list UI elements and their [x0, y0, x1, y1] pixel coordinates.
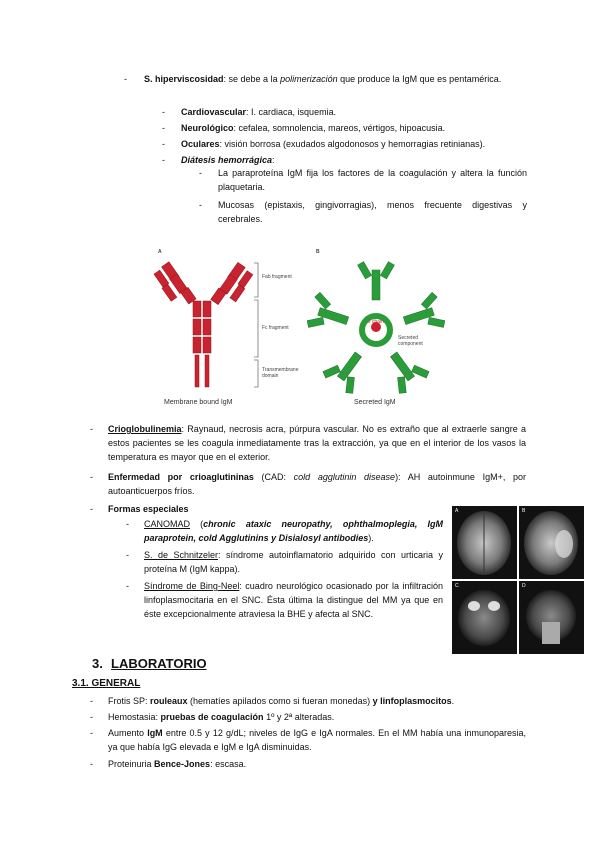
- fab-fragment-label: Fab fragment: [262, 274, 292, 280]
- figure-label-b: B: [316, 249, 320, 255]
- lab-item-igm: Aumento IgM entre 0.5 y 12 g/dL; niveles de IgG e IgA normales. En el MM había una inmunoparesia, ya que había IgG elevada e IgM e IgA disminuidas.: [108, 728, 526, 752]
- bullet-dash: -: [90, 712, 93, 722]
- caption-secreted-igm: Secreted IgM: [354, 399, 396, 406]
- mri-panels: [452, 506, 584, 654]
- j-chain-label: J chain: [368, 319, 384, 325]
- bullet-dash: -: [199, 168, 202, 178]
- bing-neel-paragraph: Síndrome de Bing-Neel: cuadro neurológico ocasionado por la infiltración linfoplasmocitaria en el SNC. Ésta última la distingue del MM ya que en éste excepcionalmente atraviesa la BHE y afecta al SNC.: [144, 581, 443, 619]
- bullet-dash: -: [90, 424, 93, 434]
- schnitzeler-paragraph: S. de Schnitzeler: síndrome autoinflamatorio adquirido con urticaria y proteína M (IgM kappa).: [144, 550, 443, 574]
- bullet-dash: -: [90, 472, 93, 482]
- transmembrane-label: Transmembrane domain: [262, 367, 299, 379]
- formas-especiales-title: Formas especiales: [108, 504, 189, 514]
- mri-figure: [452, 506, 584, 654]
- bullet-dash: -: [90, 696, 93, 706]
- canomad-paragraph: CANOMAD (chronic ataxic neuropathy, ophthalmoplegia, IgM paraprotein, cold Agglutinins y Disialosyl antibodies).: [144, 519, 443, 543]
- mri-label-b: B: [522, 508, 526, 514]
- mri-label-d: D: [522, 583, 526, 589]
- hyper-item-cardio: Cardiovascular: I. cardiaca, isquemia.: [181, 107, 337, 117]
- hyper-item-neuro: Neurológico: cefalea, somnolencia, mareos, vértigos, hipoacusia.: [181, 123, 446, 133]
- bullet-dash: -: [162, 139, 165, 149]
- section-number: 3.: [92, 656, 103, 671]
- hyperviscosity-paragraph: S. hiperviscosidad: se debe a la polimerización que produce la IgM que es pentamérica.: [144, 74, 502, 84]
- bullet-dash: -: [90, 504, 93, 514]
- mri-label-a: A: [455, 508, 459, 514]
- igm-diagram: [150, 245, 450, 415]
- bullet-dash: -: [124, 74, 127, 84]
- section-title: LABORATORIO: [111, 656, 207, 671]
- caption-membrane-igm: Membrane bound IgM: [164, 399, 233, 406]
- hyper-item-diatesis: Diátesis hemorrágica:: [181, 155, 275, 165]
- mri-label-c: C: [455, 583, 459, 589]
- crioglobulinemia-paragraph: Crioglobulinemia: Raynaud, necrosis acra, púrpura vascular. No es extraño que al extraerle sangre a estos pacientes se les coagula inmediatamente tras la extracción, ya que en el interior de los vasos la temperatura es mayor que en el exterior.: [108, 424, 526, 462]
- bullet-dash: -: [90, 759, 93, 769]
- bullet-dash: -: [162, 123, 165, 133]
- crioaglutininas-paragraph: Enfermedad por crioaglutininas (CAD: cold agglutinin disease): AH autoinmune IgM+, por autoanticuerpos fríos.: [108, 472, 526, 496]
- diatesis-sub-1: La paraproteína IgM fija los factores de la coagulación y altera la función plaquetaria.: [218, 168, 527, 192]
- bullet-dash: -: [90, 728, 93, 738]
- lab-item-proteinuria: Proteinuria Bence-Jones: escasa.: [108, 759, 247, 769]
- subsection-title: 3.1. GENERAL: [72, 678, 141, 689]
- bullet-dash: -: [162, 107, 165, 117]
- hyperviscosity-title: S. hiperviscosidad: [144, 74, 224, 84]
- figure-label-a: A: [158, 249, 162, 255]
- hyper-item-ocular: Oculares: visión borrosa (exudados algodonosos y hemorragias retinianas).: [181, 139, 486, 149]
- lab-item-frotis: Frotis SP: rouleaux (hematíes apilados como si fueran monedas) y linfoplasmocitos.: [108, 696, 455, 706]
- bullet-dash: -: [126, 519, 129, 529]
- bullet-dash: -: [162, 155, 165, 165]
- fc-fragment-label: Fc fragment: [262, 325, 289, 331]
- bullet-dash: -: [126, 550, 129, 560]
- bullet-dash: -: [126, 581, 129, 591]
- bullet-dash: -: [199, 200, 202, 210]
- secreted-component-label: Secreted component: [398, 335, 423, 347]
- diatesis-sub-2: Mucosas (epistaxis, gingivorragias), menos frecuente digestivas y cerebrales.: [218, 200, 527, 224]
- lab-item-hemostasia: Hemostasia: pruebas de coagulación 1º y 2ª alteradas.: [108, 712, 335, 722]
- igm-figure: [150, 245, 450, 415]
